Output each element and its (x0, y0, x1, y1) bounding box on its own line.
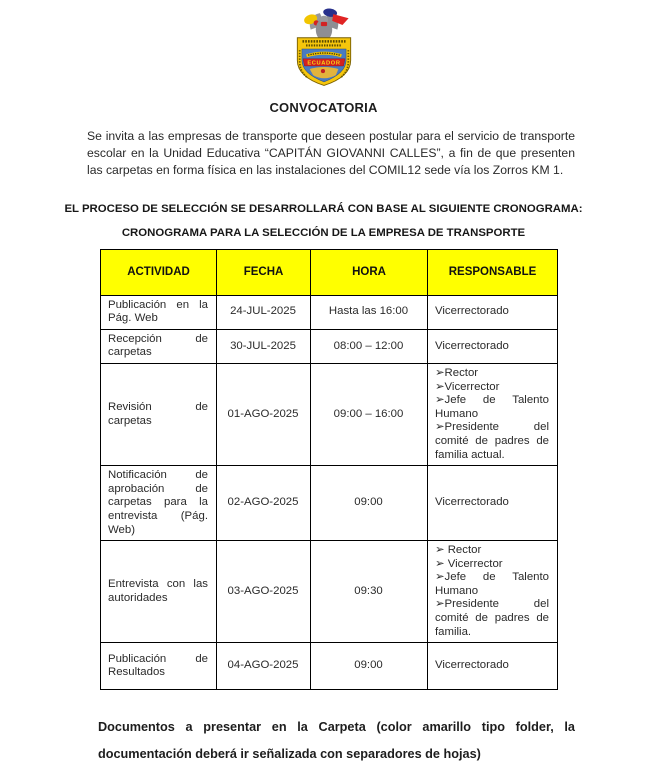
table-row (101, 466, 558, 541)
responsable-line: ➢ Rector (435, 544, 482, 557)
column-header-actividad: ACTIVIDAD (101, 249, 217, 295)
cell-hora: 09:30 (311, 541, 428, 643)
cell-actividad: Publicación en la Pág. Web (101, 295, 217, 329)
cell-hora: 09:00 (311, 643, 428, 690)
crest-banner-text: ECUADOR (306, 60, 341, 67)
cell-fecha: 01-AGO-2025 (217, 363, 311, 465)
schedule-table (100, 249, 558, 691)
cell-hora: 09:00 (311, 466, 428, 541)
cell-actividad: Recepción de carpetas (101, 329, 217, 363)
cell-responsable (428, 295, 558, 329)
cell-hora: 08:00 – 12:00 (311, 329, 428, 363)
school-crest-icon (289, 7, 359, 87)
schedule-heading: CRONOGRAMA PARA LA SELECCIÓN DE LA EMPRESA DE TRANSPORTE (121, 226, 526, 239)
table-row (101, 295, 558, 329)
intro-paragraph: Se invita a las empresas de transporte que deseen postular para el servicio de transporte escolar en la Unidad Educativa “CAPITÁN GIOVANNI CALLES”, a fin de que presenten las carpetas en forma física en las instalaciones del COMIL12 sede vía los Zorros KM 1. (87, 129, 575, 178)
page-title: CONVOCATORIA (269, 100, 378, 115)
schedule-table-body (101, 295, 558, 690)
table-row (101, 363, 558, 465)
responsable-line: Vicerrectorado (435, 305, 509, 318)
responsable-line: ➢Presidente del comité de padres de familia actual. (435, 421, 549, 461)
table-row (101, 329, 558, 363)
cell-hora: 09:00 – 16:00 (311, 363, 428, 465)
table-row (101, 643, 558, 690)
cell-actividad: Entrevista con las autoridades (101, 541, 217, 643)
cell-responsable (428, 329, 558, 363)
column-header-responsable: RESPONSABLE (428, 249, 558, 295)
responsable-line: ➢Vicerrector (435, 380, 500, 393)
cell-fecha: 30-JUL-2025 (217, 329, 311, 363)
cell-actividad: Revisión de carpetas (101, 363, 217, 465)
cell-hora: Hasta las 16:00 (311, 295, 428, 329)
responsable-line: Vicerrectorado (435, 496, 509, 509)
cell-fecha: 24-JUL-2025 (217, 295, 311, 329)
responsable-line: ➢Jefe de Talento Humano (435, 571, 549, 597)
cell-responsable (428, 643, 558, 690)
cell-responsable (428, 541, 558, 643)
responsable-line: Vicerrectorado (435, 339, 509, 352)
responsable-line: Vicerrectorado (435, 659, 509, 672)
table-header-row (101, 249, 558, 295)
cell-actividad: Notificación de aprobación de carpetas para la entrevista (Pág. Web) (101, 466, 217, 541)
condor-collar (320, 22, 326, 26)
cell-fecha: 02-AGO-2025 (217, 466, 311, 541)
cell-actividad: Publicación de Resultados (101, 643, 217, 690)
table-row (101, 541, 558, 643)
cell-fecha: 04-AGO-2025 (217, 643, 311, 690)
column-header-hora: HORA (311, 249, 428, 295)
responsable-line: ➢Jefe de Talento Humano (435, 394, 549, 420)
crest-container (0, 0, 647, 91)
crest-ground-detail (320, 69, 324, 73)
process-heading: EL PROCESO DE SELECCIÓN SE DESARROLLARÁ CON BASE AL SIGUIENTE CRONOGRAMA: (64, 202, 583, 215)
responsable-line: ➢ Vicerrector (435, 557, 503, 570)
cell-responsable (428, 363, 558, 465)
responsable-line: ➢Rector (435, 366, 479, 379)
cell-responsable (428, 466, 558, 541)
footer-note: Documentos a presentar en la Carpeta (color amarillo tipo folder, la documentación deberá ir señalizada con separadores de hojas) (98, 720, 575, 761)
cell-fecha: 03-AGO-2025 (217, 541, 311, 643)
column-header-fecha: FECHA (217, 249, 311, 295)
responsable-line: ➢Presidente del comité de padres de familia. (435, 598, 549, 638)
